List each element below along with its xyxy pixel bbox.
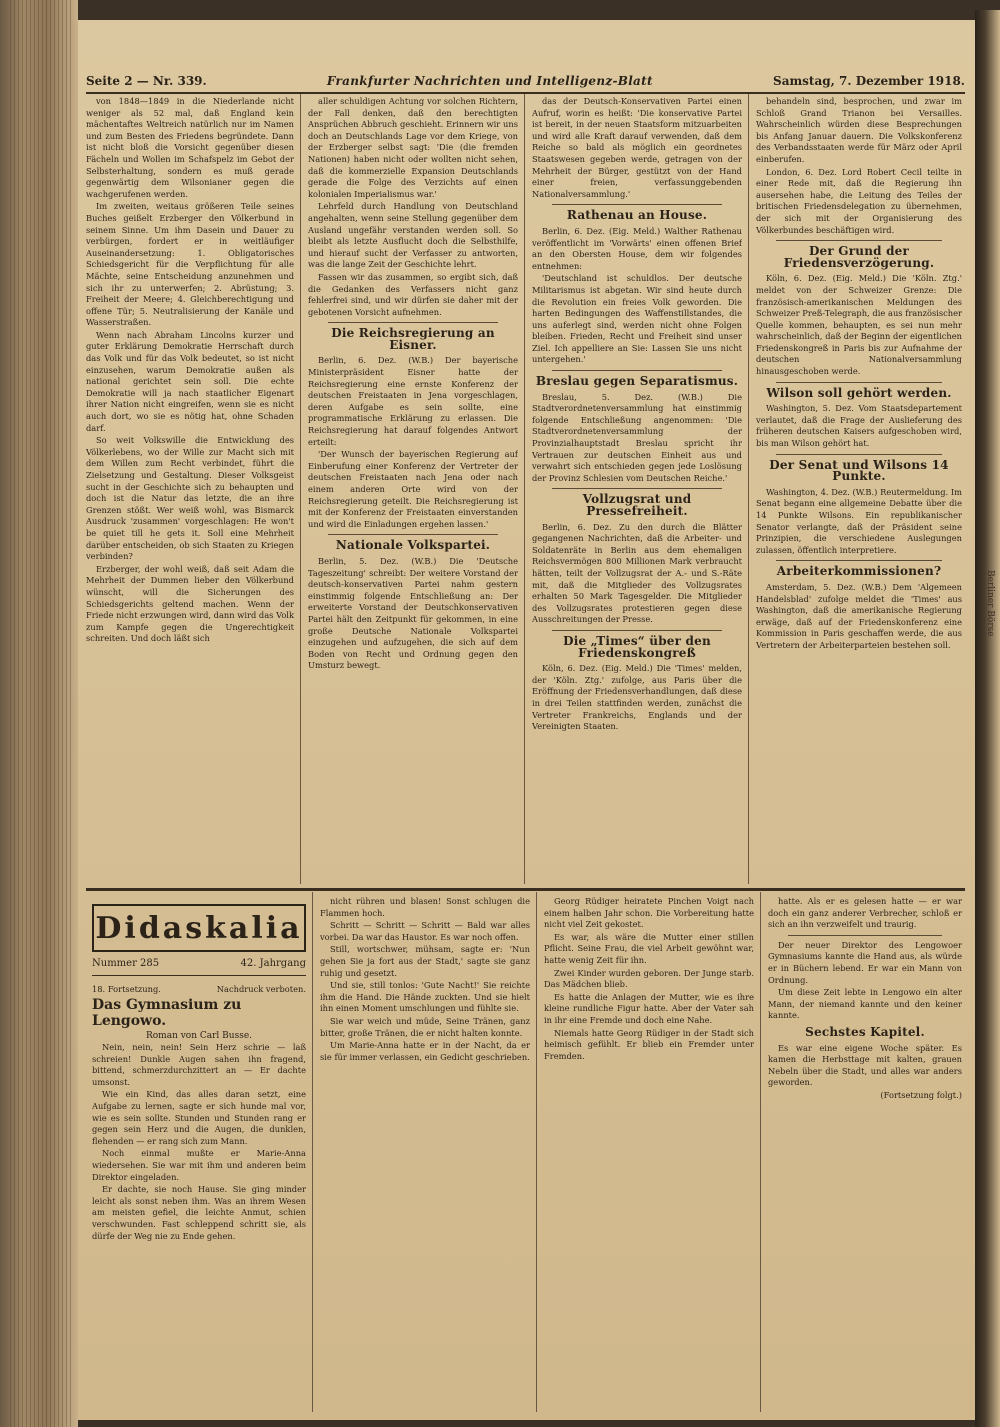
paragraph: Um Marie-Anna hatte er in der Nacht, da er sie für immer verlassen, ein Gedicht geschrieben. bbox=[320, 1040, 530, 1062]
paragraph: Berlin, 6. Dez. (W.B.) Der bayerische Ministerpräsident Eisner hatte der Reichsregierung eine ernste Konferenz der deutschen Freistaaten in Jena vorgeschlagen, deren Aufgabe es sein sollte, eine programmatische Erklärung zu erlassen. Die Reichsregierung hat darauf folgendes Antwort erteilt: bbox=[308, 355, 518, 447]
novel-column-4 bbox=[768, 896, 962, 1412]
section-separator bbox=[776, 240, 942, 241]
paragraph: Köln, 6. Dez. (Eig. Meld.) Die 'Times' melden, der 'Köln. Ztg.' zufolge, aus Paris über die Eröffnung der Friedensverhandlungen, daß diese in drei Teilen stattfinden werden, zunächst die Vertreter Frankreichs, Englands und der Vereinigten Staaten. bbox=[532, 663, 742, 732]
paragraph: das der Deutsch-Konservativen Partei einen Aufruf, worin es heißt: 'Die konservative Partei ist bereit, in der neuen Staatsform mitzuarbeiten und wird alle Kraft darauf verwenden, daß dem Reiche so bald als möglich ein geordnetes Staatswesen gegeben werde, getragen von der Mehrheit der Bürger, gestützt von der Hand einer freien, verfassunggebenden Nationalversammlung.' bbox=[532, 96, 742, 199]
paragraph: Berlin, 6. Dez. (Eig. Meld.) Walther Rathenau veröffentlicht im 'Vorwärts' einen offenen Brief an den Obersten House, dem wir folgendes entnehmen: bbox=[532, 225, 742, 271]
paragraph: von 1848—1849 in die Niederlande nicht weniger als 52 mal, daß England kein mächentaftes Weltreich natürlich nur im Namen und zum Besten des Friedens begründete. Dann ist nicht bloß die Vorsicht gegenüber diesen Fächeln und Wollen im Schafspelz im Gebot der Selbsterhaltung, sondern es muß gerade gegenwärtig dem Wilsonianer gegen die wachgerufenen werden. bbox=[86, 96, 294, 199]
reprint-notice: Nachdruck verboten. bbox=[216, 984, 306, 994]
header-page-number: Seite 2 — Nr. 339. bbox=[86, 74, 207, 88]
paragraph: Washington, 4. Dez. (W.B.) Reutermeldung. Im Senat begann eine allgemeine Debatte über die 14 Punkte Wilsons. Ein republikanischer Senator verlangte, daß der Präsident seine Prinzipien, die verschiedene Auslegungen zulassen, öffentlich interpretiere. bbox=[756, 486, 962, 555]
paragraph: London, 6. Dez. Lord Robert Cecil teilte in einer Rede mit, daß die Regierung ihn ausersehen habe, die Leitung des Teiles der britischen Friedensdelegation zu übernehmen, der sich mit der Organisierung des Völkerbundes beschäftigen wird. bbox=[756, 166, 962, 235]
header-newspaper-title: Frankfurter Nachrichten und Intelligenz-Blatt bbox=[326, 74, 653, 88]
section-separator bbox=[328, 534, 498, 535]
article-headline: Die Reichsregierung an Eisner. bbox=[331, 326, 495, 352]
section-separator bbox=[552, 488, 722, 489]
paragraph: Es war eine eigene Woche später. Es kamen die Herbsttage mit kalten, grauen Nebeln über die Stadt, und alles war anders geworden. bbox=[768, 1042, 962, 1088]
feuilleton-masthead: Didaskalia bbox=[92, 904, 306, 952]
column-divider bbox=[536, 892, 537, 1412]
paragraph: Lehrfeld durch Handlung von Deutschland angehalten, wenn seine Stellung gegenüber dem Ausland ungefähr verstanden werden soll. So bleibt als letzte Ausflucht doch die Selbsthilfe, und hierauf sucht der Verfasser zu antworten, was die lange Zeit der Geschichte lehrt. bbox=[308, 201, 518, 270]
paragraph: Es hatte die Anlagen der Mutter, wie es ihre kleine rundliche Figur hatte. Aber der Vater sah in ihr eine Fremde und doch eine Nahe. bbox=[544, 991, 754, 1025]
article-column-3 bbox=[532, 96, 742, 884]
paragraph: Noch einmal mußte er Marie-Anna wiedersehen. Sie war mit ihm und anderen beim Direktor eingeladen. bbox=[92, 1148, 306, 1182]
paragraph: Köln, 6. Dez. (Eig. Meld.) Die 'Köln. Ztg.' meldet von der Schweizer Grenze: Die französisch-amerikanischen Meldungen des Schweizer Preß-Telegraph, die aus französischer Quelle kommen, behaupten, es sei nun mehr wahrscheinlich, daß der Beginn der eigentlichen Friedenskongreß in Paris bis zur Aufnahme der deutschen Nationalversammlung hinausgeschoben werde. bbox=[756, 273, 962, 377]
paragraph: Um diese Zeit lebte in Lengowo ein alter Mann, der niemand kannte und den keiner kannte. bbox=[768, 987, 962, 1021]
article-headline: Die „Times“ über den Friedenskongreß bbox=[563, 633, 711, 660]
right-page-edge bbox=[975, 10, 1000, 1427]
article-column-1 bbox=[86, 96, 294, 884]
article-headline: Wilson soll gehört werden. bbox=[766, 385, 952, 400]
installment-label: 18. Fortsetzung. bbox=[92, 984, 161, 994]
section-separator bbox=[776, 454, 942, 455]
section-separator bbox=[552, 370, 722, 371]
paragraph: hatte. Als er es gelesen hatte — er war doch ein ganz anderer Verbrecher, schloß er sich an ihn verzweifelt und traurig. bbox=[768, 896, 962, 930]
header-date: Samstag, 7. Dezember 1918. bbox=[773, 74, 965, 88]
column-divider bbox=[760, 892, 761, 1412]
paragraph: Der neuer Direktor des Lengowoer Gymnasiums kannte die Hand aus, als würde er in Büchern lebend. Er war ein Mann von Ordnung. bbox=[768, 939, 962, 985]
masthead-rule bbox=[92, 975, 306, 976]
paragraph: 'Der Wunsch der bayerischen Regierung auf Einberufung einer Konferenz der Vertreter der deutschen Freistaaten nach Jena oder nach einem anderen Orte wird von der Reichsregierung geteilt. Die Reichsregierung ist mit der Konferenz der Freistaaten einverstanden und wird die Einladungen ergehen lassen.' bbox=[308, 449, 518, 529]
article-column-2 bbox=[308, 96, 518, 884]
paragraph: Nein, nein, nein! Sein Herz schrie — laß schreien! Dunkle Augen sahen ihn fragend, bittend, schmerzdurchzittert an — Er dachte umsonst. bbox=[92, 1042, 306, 1087]
feuilleton-volume: 42. Jahrgang bbox=[240, 958, 306, 969]
paragraph: Im zweiten, weitaus größeren Teile seines Buches geißelt Erzberger den Völkerbund in seinem Sinne. Um ihm Dasein und Dauer zu verbürgen, fordert er in weitläufiger Auseinandersetzung: 1. Obligatorisches Schiedsgericht für die Verpflichtung für alle Mächte, seine Entscheidung anzunehmen und sich ihr zu unterwerfen; 2. Abrüstung; 3. Freiheit der Meere; 4. Gleichberechtigung und offene Tür; 5. Neutralisierung der Kanäle und Wasserstraßen. bbox=[86, 201, 294, 328]
paragraph: So weit Volkswille die Entwicklung des Völkerlebens, wo der Wille zur Macht sich mit dem Willen zum Recht verbindet, führt die Zielsetzung und Gestaltung. Dieser Volksgeist sucht in der Geschichte sich zu behaupten und doch ist die Natur das letzte, die an ihre Grenzen stößt. Wer weiß wohl, was Bismarck Ausdruck 'zusammen' vorgeschlagen: He won't be quiet till he gets it. Soll eine Mehrheit darüber entscheiden, ob sich Staaten zu Kriegen verbinden? bbox=[86, 435, 294, 562]
header-rule bbox=[86, 92, 965, 94]
novel-column-2 bbox=[320, 896, 530, 1412]
paragraph: aller schuldigen Achtung vor solchen Richtern, der Fall denken, daß den berechtigten Ansprüchen Abbruch geschieht. Erinnern wir uns doch an Deutschlands Lage vor dem Kriege, von der Erzberger selbst sagt: 'Die (die fremden Nationen) haben nicht oder wollten nicht sehen, daß die kommerzielle Expansion Deutschlands gerade die Folge des Verzichts auf einen kolonialen Imperialismus war.' bbox=[308, 96, 518, 199]
chapter-heading: Sechstes Kapitel. bbox=[805, 1024, 925, 1039]
newspaper-page bbox=[78, 20, 975, 1420]
paragraph: Schritt — Schritt — Schritt — Bald war alles vorbei. Da war das Haustor. Es war noch offen. bbox=[320, 920, 530, 942]
section-separator bbox=[776, 382, 942, 383]
paragraph: Wenn nach Abraham Lincolns kurzer und guter Erklärung Demokratie Herrschaft durch das Volk und für das Volk bedeutet, so ist nicht einzusehen, warum Demokratie außen als national gerichtet sein soll. Die echte Demokratie will ja nach staatlicher Eigenart ihrer Nation nicht eingreifen, wenn sie es nicht auch dort, wo sie es nötig hat, ohne Schaden darf. bbox=[86, 329, 294, 433]
article-headline: Der Senat und Wilsons 14 Punkte. bbox=[769, 457, 949, 484]
article-headline: Breslau gegen Separatismus. bbox=[535, 374, 739, 389]
paragraph: Zwei Kinder wurden geboren. Der Junge starb. Das Mädchen blieb. bbox=[544, 967, 754, 990]
section-separator bbox=[552, 204, 722, 205]
paragraph: nicht rühren und blasen! Sonst schlugen die Flammen hoch. bbox=[320, 896, 530, 918]
feuilleton-rule bbox=[86, 888, 965, 891]
feuilleton-issue-line bbox=[92, 958, 306, 969]
paragraph: Georg Rüdiger heiratete Pinchen Voigt nach einem halben Jahr schon. Die Vorbereitung hatte nicht viel Zeit gekostet. bbox=[544, 896, 754, 930]
novel-column-1 bbox=[92, 1042, 306, 1412]
paragraph: Still, wortschwer, mühsam, sagte er: 'Nun gehen Sie ja fort aus der Stadt,' sagte sie ganz ruhig und gesetzt. bbox=[320, 944, 530, 978]
paragraph: Berlin, 5. Dez. (W.B.) Die 'Deutsche Tageszeitung' schreibt: Der weitere Vorstand der deutsch-konservativen Partei nahm gestern einstimmig folgende Entschließung an: Der erweiterte Vorstand der Deutschkonservativen Partei hält den Zeitpunkt für gekommen, in eine große Deutsche Nationale Volkspartei einzugehen und aufzugehen, die sich auf dem Boden von Recht und Ordnung gegen den Umsturz bewegt. bbox=[308, 555, 518, 671]
margin-label: Berliner Börse bbox=[985, 570, 995, 637]
article-headline: Rathenau an House. bbox=[566, 208, 708, 223]
paragraph: Amsterdam, 5. Dez. (W.B.) Dem 'Algemeen Handelsblad' zufolge meldet die 'Times' aus Washington, daß die amerikanische Regierung erwäge, daß auf der Friedenskonferenz eine Kommission in Paris geschaffen werde, die aus Vertretern der Arbeiterparteien bestehen soll. bbox=[756, 581, 962, 650]
paragraph: Niemals hatte Georg Rüdiger in der Stadt sich heimisch gefühlt. Er blieb ein Fremder unter Fremden. bbox=[544, 1027, 754, 1061]
article-headline: Der Grund der Friedensverzögerung. bbox=[783, 244, 935, 270]
paragraph: Er dachte, sie noch Hause. Sie ging minder leicht als sonst neben ihm. Was an ihrem Wesen am meisten gefiel, die leichte Anmut, schien verschwunden. Fast schleppend schritt sie, als dürfe der Weg nie zu Ende gehen. bbox=[92, 1184, 306, 1241]
column-divider bbox=[524, 94, 525, 884]
paragraph: Washington, 5. Dez. Vom Staatsdepartement verlautet, daß die Frage der Auslieferung des früheren deutschen Kaisers aufgeschoben wird, bis man Wilson gehört hat. bbox=[756, 403, 962, 449]
paragraph: Berlin, 6. Dez. Zu den durch die Blätter gegangenen Nachrichten, daß die Arbeiter- und Soldatenräte in Berlin aus dem ehemaligen Reichsvermögen 800 Millionen Mark verbraucht hätten, teilt der Vollzugsrat der A.- und S.-Räte mit, daß die Mitglieder des Vollzugsrates erhalten 50 Mark Tagesgelder. Die Mitglieder des Vollzugsrates protestieren gegen diese Ausschreitungen der Presse. bbox=[532, 521, 742, 625]
article-headline: Nationale Volkspartei. bbox=[335, 538, 491, 553]
paragraph: Fassen wir das zusammen, so ergibt sich, daß die Gedanken des Verfassers nicht ganz fehlerfrei sind, und wir dürfen sie daher mit der gebotenen Vorsicht aufnehmen. bbox=[308, 271, 518, 317]
paragraph: Sie war weich und müde, Seine Tränen, ganz bitter, große Tränen, die er nicht halten konnte. bbox=[320, 1015, 530, 1038]
paragraph: Breslau, 5. Dez. (W.B.) Die Stadtverordnetenversammlung hat einstimmig folgende Entschließung angenommen: 'Die Stadtverordnetenversammlung der Provinzialhauptstadt Breslau spricht ihr Vertrauen zur deutschen Einheit aus und verwahrt sich entschieden gegen jede Loslösung der Provinz Schlesien vom Deutschen Reiche.' bbox=[532, 391, 742, 483]
section-separator bbox=[788, 935, 942, 936]
page-header bbox=[86, 72, 965, 90]
continued-notice: (Fortsetzung folgt.) bbox=[880, 1089, 962, 1100]
section-separator bbox=[776, 560, 942, 561]
book-spine bbox=[0, 0, 78, 1427]
section-separator bbox=[552, 630, 722, 631]
column-divider bbox=[748, 94, 749, 884]
novel-title: Das Gymnasium zu Lengowo. bbox=[92, 997, 242, 1029]
novel-column-3 bbox=[544, 896, 754, 1412]
section-separator bbox=[328, 322, 498, 323]
article-headline: Vollzugsrat und Pressefreiheit. bbox=[582, 492, 692, 518]
paragraph: Wie ein Kind, das alles daran setzt, eine Aufgabe zu lernen, sagte er sich hunde mal vor, wie es sein sollte. Stunden und Stunden rang er gegen sein Herz und die Augen, die dunklen, flehenden — er rang sich zum Mann. bbox=[92, 1089, 306, 1146]
feuilleton-issue-number: Nummer 285 bbox=[92, 958, 160, 969]
article-headline: Arbeiterkommissionen? bbox=[776, 564, 942, 579]
novel-author: Roman von Carl Busse. bbox=[145, 1031, 253, 1041]
column-divider bbox=[300, 94, 301, 884]
paragraph: Und sie, still tonlos: 'Gute Nacht!' Sie reichte ihm die Hand. Die Hände zuckten. Und sie hielt ihn einen Moment umschlungen und fühlte sie. bbox=[320, 980, 530, 1014]
paragraph: Erzberger, der wohl weiß, daß seit Adam die Mehrheit der Dummen lieber den Völkerbund wünscht, will die Sicherungen des Schiedsgerichts geltend machen. Wenn der Friede nicht erzwungen wird, dann wird das Volk zum Kampfe gegen die Ungerechtigkeit schreiten. Und doch läßt sich bbox=[86, 563, 294, 644]
paragraph: Es war, als wäre die Mutter einer stillen Pflicht. Seine Frau, die viel Arbeit gewöhnt war, hatte wenig Zeit für ihn. bbox=[544, 931, 754, 965]
paragraph: behandeln sind, besprochen, und zwar im Schloß Grand Trianon bei Versailles. Wahrscheinlich würden diese Besprechungen bis Anfang Januar dauern. Die Volkskonferenz des Verbandsstaaten werde für März oder April einberufen. bbox=[756, 96, 962, 164]
column-divider bbox=[312, 892, 313, 1412]
novel-heading bbox=[92, 984, 306, 1041]
paragraph: 'Deutschland ist schuldlos. Der deutsche Militarismus ist abgetan. Wir sind heute durch die Revolution ein freies Volk geworden. Die harten Bedingungen des Waffenstillstandes, die uns auferlegt sind, werden nicht ohne Folgen bleiben. Frieden, Recht und Freiheit sind unser Ziel. Ich appelliere an Sie: Lassen Sie uns nicht untergehen.' bbox=[532, 273, 742, 365]
article-column-4 bbox=[756, 96, 962, 884]
